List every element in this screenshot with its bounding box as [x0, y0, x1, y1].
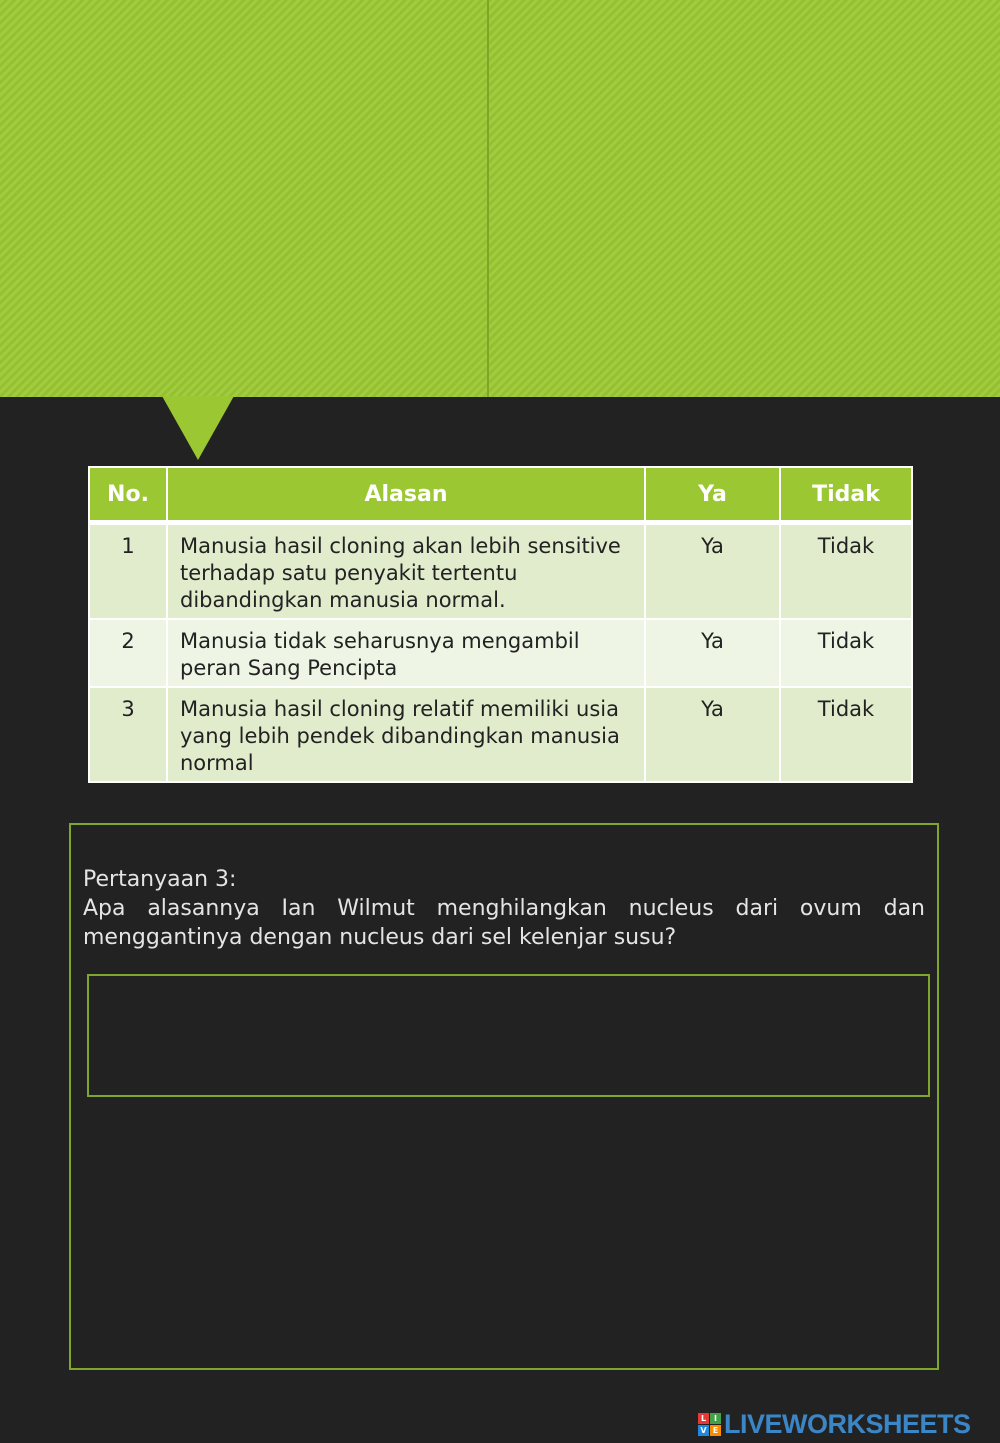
header-no-answer: Tidak — [780, 467, 912, 523]
question-title: Pertanyaan 3: — [83, 867, 237, 892]
logo-letter: L — [698, 1413, 709, 1424]
yes-option[interactable]: Ya — [645, 523, 780, 620]
reasons-table — [88, 466, 913, 783]
table-header-row — [89, 467, 912, 523]
table-row — [89, 523, 912, 620]
banner-pointer — [162, 396, 234, 460]
no-option[interactable]: Tidak — [780, 619, 912, 687]
row-number: 1 — [89, 523, 167, 620]
question-text: Apa alasannya Ian Wilmut menghilangkan nucleus dari ovum dan menggantinya dengan nucleus dari sel kelenjar susu? — [83, 896, 925, 950]
header-divider — [487, 0, 489, 397]
header-banner — [0, 0, 1000, 397]
header-reason: Alasan — [167, 467, 645, 523]
table-row — [89, 687, 912, 782]
logo-letter: I — [710, 1413, 721, 1424]
liveworksheets-logo — [698, 1409, 996, 1439]
logo-letter: V — [698, 1425, 709, 1436]
row-number: 2 — [89, 619, 167, 687]
logo-text: LIVEWORKSHEETS — [724, 1408, 971, 1439]
table-row — [89, 619, 912, 687]
no-option[interactable]: Tidak — [780, 523, 912, 620]
no-option[interactable]: Tidak — [780, 687, 912, 782]
answer-field[interactable] — [87, 974, 930, 1097]
row-number: 3 — [89, 687, 167, 782]
header-no: No. — [89, 467, 167, 523]
yes-option[interactable]: Ya — [645, 619, 780, 687]
yes-option[interactable]: Ya — [645, 687, 780, 782]
row-reason: Manusia hasil cloning relatif memiliki usia yang lebih pendek dibandingkan manusia normal — [167, 687, 645, 782]
header-yes: Ya — [645, 467, 780, 523]
logo-icon — [698, 1413, 721, 1436]
row-reason: Manusia hasil cloning akan lebih sensitive terhadap satu penyakit tertentu dibandingkan manusia normal. — [167, 523, 645, 620]
row-reason: Manusia tidak seharusnya mengambil peran Sang Pencipta — [167, 619, 645, 687]
logo-letter: E — [710, 1425, 721, 1436]
